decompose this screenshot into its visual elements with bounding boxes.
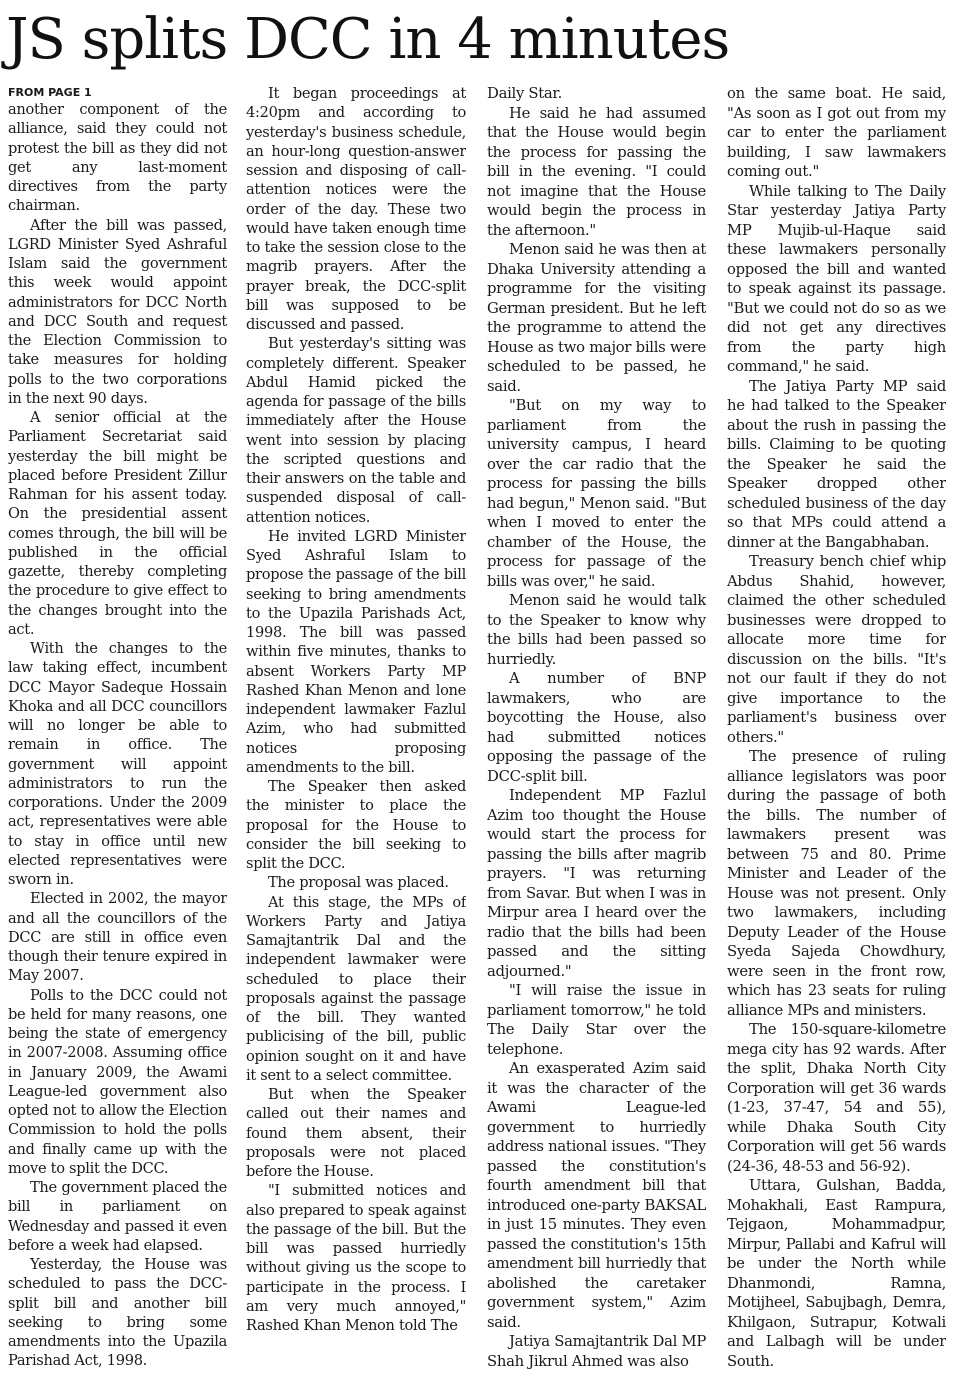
article-column-4 [727, 84, 946, 1379]
paragraph: "But on my way to parliament from the university campus, I heard over the car radio that the process for passing the bills had begun," Menon said. "But when I moved to enter the chamber of the House, the process for passage of the bills was over," he said. [487, 397, 706, 590]
paragraph: Uttara, Gulshan, Badda, Mohakhali, East Rampura, Tejgaon, Mohammadpur, Mirpur, Pallabi and Kafrul will be under the North while Dhanmondi, Ramna, Motijheel, Sabujbagh, Demra, Khilgaon, Sutrapur, Kotwali and Lalbagh will be under South. [727, 1177, 946, 1370]
paragraph: The Speaker then asked the minister to place the proposal for the House to consider the bill seeking to split the DCC. [246, 778, 466, 872]
paragraph: Jatiya Samajtantrik Dal MP Shah Jikrul Ahmed was also [487, 1333, 706, 1370]
paragraph: While talking to The Daily Star yesterday Jatiya Party MP Mujib-ul-Haque said these lawmakers personally opposed the bill and wanted to speak against its passage. "But we could not do so as we did not get any directives from the party high command," he said. [727, 182, 946, 375]
paragraph: Menon said he would talk to the Speaker to know why the bills had been passed so hurriedly. [487, 592, 706, 668]
paragraph: Elected in 2002, the mayor and all the councillors of the DCC are still in office even though their tenure expired in May 2007. [8, 890, 227, 985]
paragraph: Menon said he was then at Dhaka University attending a programme for the visiting German president. But he left the programme to attend the House as two major bills were scheduled to be passed, he said. [487, 241, 706, 395]
paragraph: An exasperated Azim said it was the character of the Awami League-led government to hurriedly address national issues. "They passed the constitution's fourth amendment bill that introduced one-party BAKSAL in just 15 minutes. They even passed the constitution's 15th amendment bill hurriedly that abolished the caretaker government system," Azim said. [487, 1060, 706, 1331]
paragraph: Polls to the DCC could not be held for many reasons, one being the state of emergency in 2007-2008. Assuming office in January 2009, the Awami League-led government also opted not to allow the Election Commission to hold the polls and finally came up with the move to split the DCC. [8, 986, 227, 1177]
paragraph: Independent MP Fazlul Azim too thought the House would start the process for passing the bills after magrib prayers. "I was returning from Savar. But when I was in Mirpur area I heard over the radio that the bills had been passed and the sitting adjourned." [487, 787, 706, 980]
paragraph: After the bill was passed, LGRD Minister Syed Ashraful Islam said the government this week would appoint administrators for DCC North and DCC South and request the Election Commission to take measures for holding polls to the two corporations in the next 90 days. [8, 216, 227, 407]
paragraph: He said he had assumed that the House would begin the process for passing the bill in the evening. "I could not imagine that the House would begin the process in the afternoon." [487, 104, 706, 239]
paragraph: "I submitted notices and also prepared to speak against the passage of the bill. But the bill was passed hurriedly without giving us the scope to participate in the process. I am very much annoyed," Rashed Khan Menon told The [246, 1182, 466, 1334]
paragraph: on the same boat. He said, "As soon as I got out from my car to enter the parliament building, I saw lawmakers coming out." [727, 85, 946, 180]
paragraph: The government placed the bill in parliament on Wednesday and passed it even before a week had elapsed. [8, 1179, 227, 1254]
paragraph: Yesterday, the House was scheduled to pass the DCC-split bill and another bill seeking to bring some amendments into the Upazila Parishad Act, 1998. [8, 1256, 227, 1370]
paragraph: A senior official at the Parliament Secretariat said yesterday the bill might be placed before President Zillur Rahman for his assent today. On the presidential assent comes through, the bill will be published in the official gazette, thereby completing the procedure to give effect to the changes brought into the act. [8, 409, 227, 638]
paragraph: Treasury bench chief whip Abdus Shahid, however, claimed the other scheduled businesses were dropped to allocate more time for discussion on the bills. "It's not our fault if they do not give importance to the parliament's business over others." [727, 553, 946, 746]
paragraph: "I will raise the issue in parliament tomorrow," he told The Daily Star over the telephone. [487, 982, 706, 1058]
paragraph: He invited LGRD Minister Syed Ashraful Islam to propose the passage of the bill seeking to bring amendments to the Upazila Parishads Act, 1998. The bill was passed within five minutes, thanks to absent Workers Party MP Rashed Khan Menon and lone independent lawmaker Fazlul Azim, who had submitted notices proposing amendments to the bill. [246, 527, 466, 776]
article-column-3 [487, 84, 706, 1379]
headline: JS splits DCC in 4 minutes [6, 7, 730, 72]
paragraph: The proposal was placed. [268, 874, 449, 892]
article-column-1 [8, 86, 227, 1381]
jump-label: FROM PAGE 1 [8, 86, 92, 99]
paragraph: With the changes to the law taking effect, incumbent DCC Mayor Sadeque Hossain Khoka and all DCC councillors will no longer be able to remain in office. The government will appoint administrators to run the corporations. Under the 2009 act, representatives were able to stay in office until new elected representatives were sworn in. [8, 640, 227, 888]
paragraph: The 150-square-kilometre mega city has 92 wards. After the split, Dhaka North City Corporation will get 36 wards (1-23, 37-47, 54 and 55), while Dhaka South City Corporation will get 56 wards (24-36, 48-53 and 56-92). [727, 1021, 946, 1175]
paragraph: A number of BNP lawmakers, who are boycotting the House, also had submitted notices opposing the passage of the DCC-split bill. [487, 670, 706, 785]
paragraph: It began proceedings at 4:20pm and according to yesterday's business schedule, an hour-long question-answer session and disposing of call-attention notices were the order of the day. These two would have taken enough time to take the session close to the magrib prayers. After the prayer break, the DCC-split bill was supposed to be discussed and passed. [246, 85, 466, 333]
paragraph: But when the Speaker called out their names and found them absent, their proposals were not placed before the House. [246, 1086, 466, 1180]
paragraph: Daily Star. [487, 85, 562, 102]
paragraph: another component of the alliance, said they could not protest the bill as they did not get any last-moment directives from the party chairman. [8, 101, 227, 215]
paragraph: The presence of ruling alliance legislators was poor during the passage of both the bills. The number of lawmakers present was between 75 and 80. Prime Minister and Leader of the House was not present. Only two lawmakers, including Deputy Leader of the House Syeda Sajeda Chowdhury, were seen in the front row, which has 23 seats for ruling alliance MPs and ministers. [727, 748, 946, 1019]
paragraph: At this stage, the MPs of Workers Party and Jatiya Samajtantrik Dal and the independent lawmaker were scheduled to place their proposals against the passage of the bill. They wanted publicising of the bill, public opinion sought on it and have it sent to a select committee. [246, 893, 466, 1084]
paragraph: The Jatiya Party MP said he had talked to the Speaker about the rush in passing the bills. Claiming to be quoting the Speaker he said the Speaker dropped other scheduled business of the day so that MPs could attend a dinner at the Bangabhaban. [727, 377, 946, 551]
article-column-2 [246, 84, 466, 1379]
paragraph: But yesterday's sitting was completely different. Speaker Abdul Hamid picked the agenda for passage of the bills immediately after the House went into session by placing the scripted questions and their answers on the table and suspended disposal of call-attention notices. [246, 335, 466, 526]
